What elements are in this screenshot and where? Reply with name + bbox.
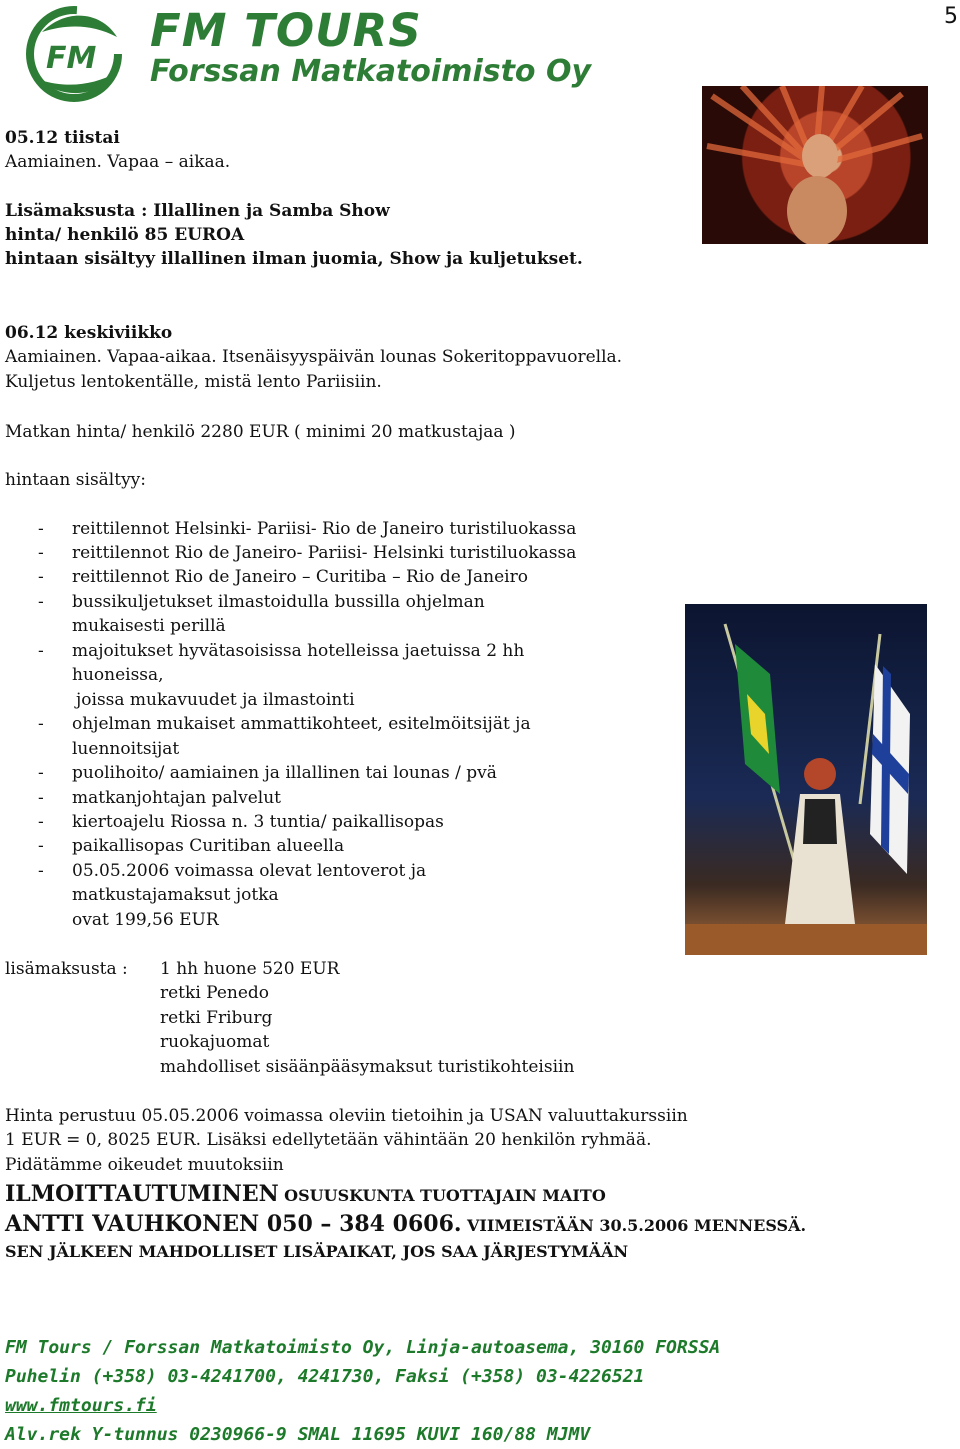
list-item: puolihoito/ aamiainen ja illallinen tai lounas / pvä — [72, 763, 497, 783]
footer-registration: Alv.rek Y-tunnus 0230966-9 SMAL 11695 KUVI 160/88 MJMV — [5, 1424, 591, 1445]
list-item: matkanjohtajan palvelut — [72, 788, 281, 808]
samba-dancer-photo — [702, 86, 928, 244]
list-bullet: - — [38, 861, 44, 881]
list-item: 05.05.2006 voimassa olevat lentoverot ja — [72, 861, 427, 881]
list-item-cont: mukaisesti perillä — [72, 616, 226, 636]
registration-deadline: VIIMEISTÄÄN 30.5.2006 MENNESSÄ. — [466, 1216, 807, 1235]
registration-line — [5, 1180, 606, 1210]
day1-extra-price: hinta/ henkilö 85 EUROA — [5, 225, 245, 245]
extras-item: retki Penedo — [160, 983, 270, 1003]
includes-heading: hintaan sisältyy: — [5, 470, 147, 490]
list-bullet: - — [38, 788, 44, 808]
list-bullet: - — [38, 543, 44, 563]
list-bullet: - — [38, 812, 44, 832]
list-bullet: - — [38, 592, 44, 612]
list-item-cont: joissa mukavuudet ja ilmastointi — [76, 690, 355, 710]
list-item-cont: luennoitsijat — [72, 739, 180, 759]
extras-label: lisämaksusta : — [5, 959, 128, 979]
extras-item: retki Friburg — [160, 1008, 273, 1028]
list-bullet: - — [38, 567, 44, 587]
contact-line — [5, 1210, 806, 1240]
list-item: ohjelman mukaiset ammattikohteet, esitelmöitsijät ja — [72, 714, 531, 734]
list-bullet: - — [38, 763, 44, 783]
page-number: 5 — [944, 4, 958, 29]
list-item-cont: matkustajamaksut jotka — [72, 885, 279, 905]
list-item: majoitukset hyvätasoisissa hotelleissa jaetuissa 2 hh — [72, 641, 525, 661]
list-item-cont: huoneissa, — [72, 665, 164, 685]
day2-line1: Aamiainen. Vapaa-aikaa. Itsenäisyyspäivän lounas Sokeritoppavuorella. — [5, 347, 623, 367]
price-line: Matkan hinta/ henkilö 2280 EUR ( minimi 20 matkustajaa ) — [5, 422, 516, 442]
footer-address: FM Tours / Forssan Matkatoimisto Oy, Linja-autoasema, 30160 FORSSA — [5, 1337, 721, 1358]
list-item: reittilennot Helsinki- Pariisi- Rio de Janeiro turistiluokassa — [72, 519, 577, 539]
list-bullet: - — [38, 714, 44, 734]
website-link[interactable]: www.fmtours.fi — [5, 1395, 157, 1416]
brand-tagline: Forssan Matkatoimisto Oy — [150, 54, 592, 89]
day2-date: 06.12 keskiviikko — [5, 323, 173, 343]
note-line: Hinta perustuu 05.05.2006 voimassa oleviin tietoihin ja USAN valuuttakurssiin — [5, 1106, 688, 1126]
footer-phone: Puhelin (+358) 03-4241700, 4241730, Faksi (+358) 03-4226521 — [5, 1366, 645, 1387]
list-item-cont: ovat 199,56 EUR — [72, 910, 219, 930]
footer-website-wrap — [5, 1392, 157, 1420]
day1-extra-includes: hintaan sisältyy illallinen ilman juomia, Show ja kuljetukset. — [5, 249, 583, 269]
list-item: paikallisopas Curitiban alueella — [72, 836, 345, 856]
fm-leaf-emblem-icon — [22, 2, 132, 102]
contact-person: ANTTI VAUHKONEN 050 – 384 0606. — [5, 1211, 462, 1237]
extras-item: ruokajuomat — [160, 1032, 270, 1052]
logo-letters: FM — [46, 41, 97, 76]
note-line: 1 EUR = 0, 8025 EUR. Lisäksi edellytetään vähintään 20 henkilön ryhmää. — [5, 1130, 652, 1150]
day1-date: 05.12 tiistai — [5, 128, 120, 148]
extras-item: mahdolliset sisäänpääsymaksut turistikohteisiin — [160, 1057, 575, 1077]
note-line: Pidätämme oikeudet muutoksiin — [5, 1155, 284, 1175]
day1-extra-title: Lisämaksusta : Illallinen ja Samba Show — [5, 201, 390, 221]
flag-bearer-photo — [685, 604, 927, 955]
registration-title: ILMOITTAUTUMINEN — [5, 1181, 279, 1207]
list-item: bussikuljetukset ilmastoidulla bussilla ohjelman — [72, 592, 485, 612]
extras-item: 1 hh huone 520 EUR — [160, 959, 340, 979]
list-item: kiertoajelu Riossa n. 3 tuntia/ paikallisopas — [72, 812, 444, 832]
list-bullet: - — [38, 641, 44, 661]
registration-org: OSUUSKUNTA TUOTTAJAIN MAITO — [284, 1186, 606, 1205]
day1-text: Aamiainen. Vapaa – aikaa. — [5, 152, 231, 172]
list-item: reittilennot Rio de Janeiro- Pariisi- Helsinki turistiluokassa — [72, 543, 577, 563]
list-bullet: - — [38, 519, 44, 539]
fm-tours-logo — [22, 2, 662, 102]
additional-places-note: SEN JÄLKEEN MAHDOLLISET LISÄPAIKAT, JOS SAA JÄRJESTYMÄÄN — [5, 1242, 629, 1261]
list-bullet: - — [38, 836, 44, 856]
brand-name: FM TOURS — [150, 4, 422, 57]
day2-line2: Kuljetus lentokentälle, mistä lento Pariisiin. — [5, 372, 382, 392]
list-item: reittilennot Rio de Janeiro – Curitiba – Rio de Janeiro — [72, 567, 528, 587]
